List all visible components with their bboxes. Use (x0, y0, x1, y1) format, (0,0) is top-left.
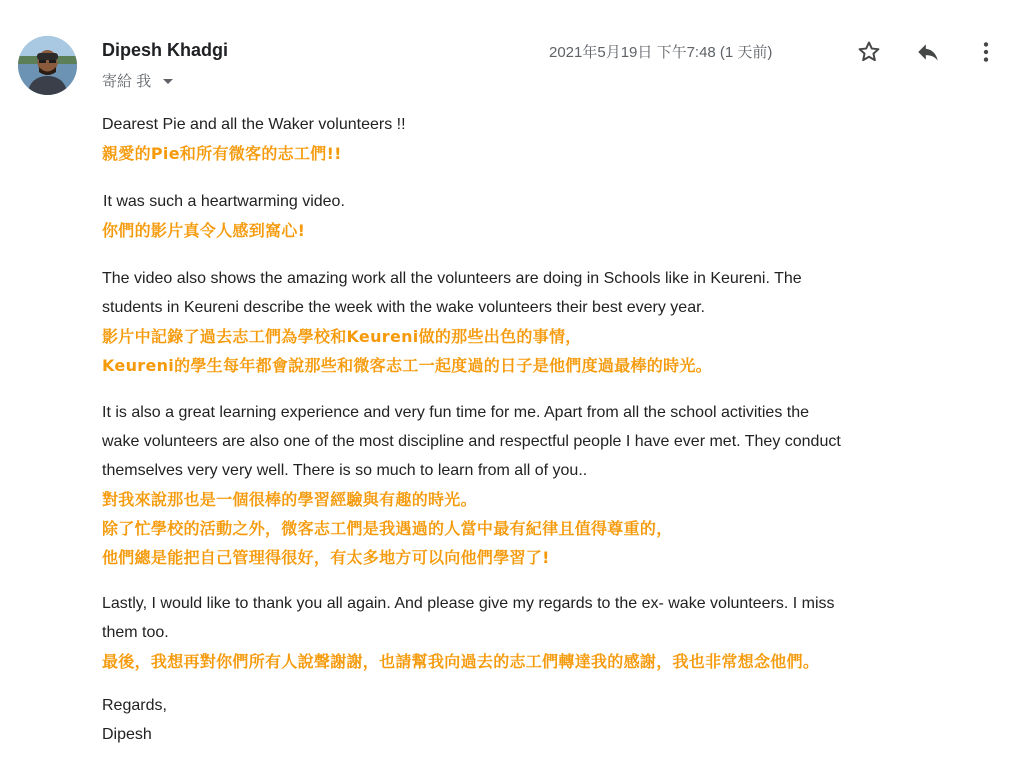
p3-en-line3: themselves very very well. There is so much to learn from all of you.. (102, 462, 588, 479)
timestamp: 2021年5月19日 下午7:48 (1 天前) (549, 44, 773, 61)
p2-zh-line2: Keureni的學生每年都會說那些和微客志工一起度過的日子是他們度過最棒的時光。 (102, 356, 712, 375)
signature-block (102, 691, 1002, 749)
p4-en-line1: Lastly, I would like to thank you all again. And please give my regards to the ex- wake volunteers. I miss (102, 595, 835, 612)
chevron-down-icon[interactable] (163, 79, 173, 84)
paragraph-4 (102, 589, 1002, 676)
signature: Dipesh (102, 726, 152, 743)
p4-en-line2: them too. (102, 624, 169, 641)
reply-icon[interactable] (914, 38, 942, 66)
greeting-block (102, 110, 1002, 168)
avatar[interactable] (18, 36, 77, 95)
p2-en-line1: The video also shows the amazing work all the volunteers are doing in Schools like in Keureni. The (102, 270, 802, 287)
paragraph-1 (102, 187, 1002, 245)
more-vertical-icon[interactable] (972, 38, 1000, 66)
p1-zh: 你們的影片真令人感到窩心! (102, 221, 306, 240)
paragraph-3 (102, 398, 1002, 572)
p3-zh-line3: 他們總是能把自己管理得很好，有太多地方可以向他們學習了! (102, 548, 550, 567)
p3-en-line1: It is also a great learning experience and very fun time for me. Apart from all the school activities the (102, 404, 810, 421)
greeting-en: Dearest Pie and all the Waker volunteers !! (102, 116, 406, 133)
p1-en: It was such a heartwarming video. (103, 193, 345, 210)
message-body (102, 110, 1002, 768)
p4-zh: 最後，我想再對你們所有人說聲謝謝，也請幫我向過去的志工們轉達我的感謝，我也非常想念他們。 (102, 652, 820, 671)
p3-zh-line1: 對我來說那也是一個很棒的學習經驗與有趣的時光。 (102, 490, 477, 509)
paragraph-2 (102, 264, 1002, 380)
avatar-photo (18, 36, 77, 95)
p3-en-line2: wake volunteers are also one of the most discipline and respectful people I have ever met. They conduct (102, 433, 841, 450)
greeting-zh: 親愛的Pie和所有微客的志工們!! (102, 144, 342, 163)
p3-zh-line2: 除了忙學校的活動之外，微客志工們是我遇過的人當中最有紀律且值得尊重的， (102, 519, 673, 538)
p2-zh-line1: 影片中記錄了過去志工們為學校和Keureni做的那些出色的事情， (102, 327, 582, 346)
recipient-label: 寄給 我 (102, 73, 152, 90)
recipient-line (102, 70, 173, 91)
star-icon[interactable] (855, 38, 883, 66)
p2-en-line2: students in Keureni describe the week with the wake volunteers their best every year. (102, 299, 705, 316)
sender-name[interactable]: Dipesh Khadgi (102, 40, 229, 60)
closing: Regards, (102, 697, 167, 714)
